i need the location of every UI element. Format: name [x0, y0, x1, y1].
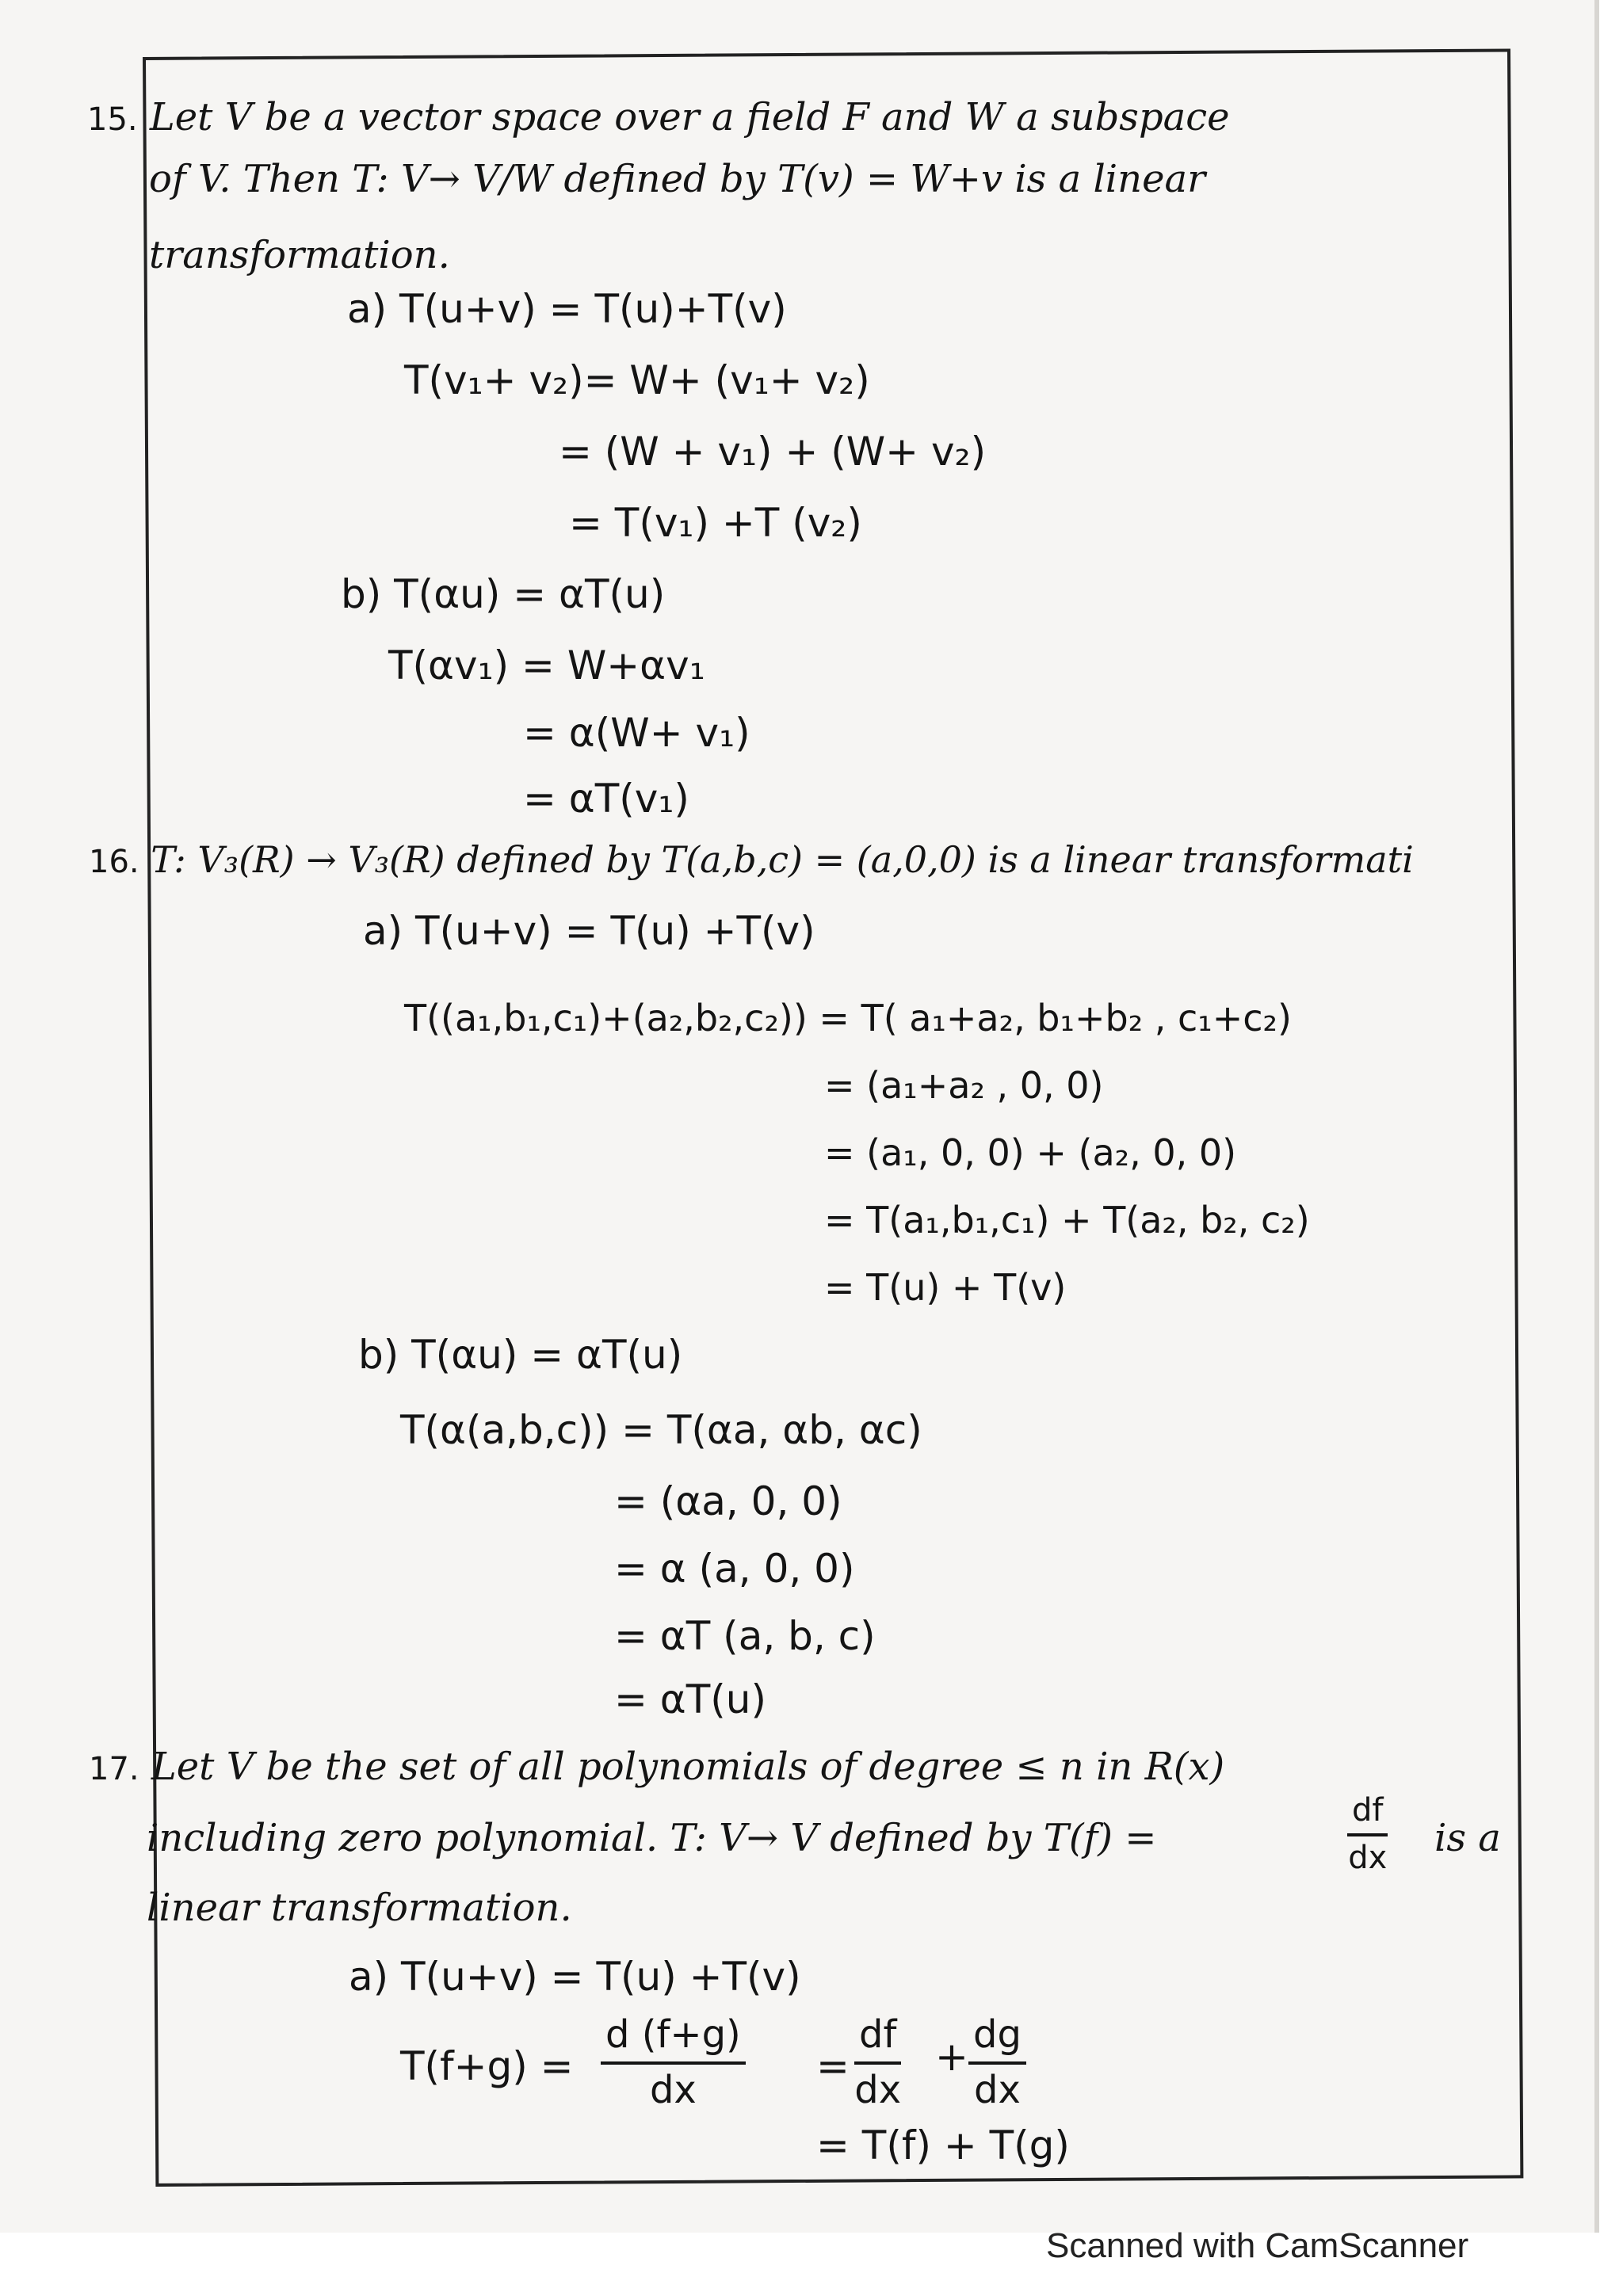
q15-intro-text-1: Let V be a vector space over a field F and W a subspace [149, 95, 1230, 139]
q15-b-step-2: = α(W+ v₁) [523, 710, 750, 756]
q17-a-fraction-g [968, 2012, 1026, 2112]
q17-a-fraction-sum-num: d (f+g) [601, 2012, 746, 2065]
q15-intro-line-3: transformation. [149, 233, 450, 277]
q16-a-step-2: = (a₁+a₂ , 0, 0) [824, 1064, 1104, 1107]
q16-b-heading: b) T(αu) = αT(u) [358, 1332, 683, 1378]
q16-a-step-3: = (a₁, 0, 0) + (a₂, 0, 0) [824, 1131, 1237, 1174]
q16-number: 16. [89, 844, 139, 880]
q17-a-step-1-equals: = [816, 2043, 850, 2089]
q17-a-fraction-sum [601, 2012, 746, 2112]
q16-b-step-4: = αT (a, b, c) [614, 1613, 876, 1659]
q17-number: 17. [89, 1751, 139, 1787]
q17-intro-line-2: including zero polynomial. T: V→ V defined by T(f) = [147, 1816, 1157, 1860]
q17-a-fraction-f-den: dx [854, 2068, 902, 2112]
q17-intro-line-3: linear transformation. [147, 1886, 572, 1930]
q17-a-fraction-g-num: dg [968, 2012, 1026, 2065]
q15-intro-line-1 [87, 93, 1230, 143]
q15-number: 15. [87, 101, 138, 138]
q16-intro-text: T: V₃(R) → V₃(R) defined by T(a,b,c) = (a,0,0) is a linear transformati [151, 838, 1414, 881]
q16-b-step-3: = α (a, 0, 0) [614, 1546, 855, 1592]
q16-a-step-1: T((a₁,b₁,c₁)+(a₂,b₂,c₂)) = T( a₁+a₂, b₁+b₂ , c₁+c₂) [404, 997, 1292, 1039]
q16-intro-line [89, 836, 1414, 886]
q16-b-step-1: T(α(a,b,c)) = T(αa, αb, αc) [400, 1407, 922, 1453]
q15-a-step-3: = T(v₁) +T (v₂) [569, 500, 862, 546]
q16-a-heading: a) T(u+v) = T(u) +T(v) [363, 908, 815, 954]
q17-a-step-1-plus: + [935, 2034, 968, 2080]
q15-b-step-1: T(αv₁) = W+αv₁ [388, 643, 705, 688]
q16-a-step-4: = T(a₁,b₁,c₁) + T(a₂, b₂, c₂) [824, 1199, 1310, 1241]
q15-b-heading: b) T(αu) = αT(u) [341, 571, 666, 617]
q16-b-step-2: = (αa, 0, 0) [614, 1478, 842, 1524]
q17-a-fraction-g-den: dx [974, 2068, 1021, 2112]
q17-intro-derivative-den: dx [1348, 1840, 1388, 1876]
q16-a-step-5: = T(u) + T(v) [824, 1266, 1067, 1309]
q17-intro-line-1 [89, 1743, 1224, 1793]
q17-intro-derivative-num: df [1347, 1792, 1388, 1836]
q17-a-fraction-sum-den: dx [649, 2068, 697, 2112]
page-edge [1594, 0, 1599, 2233]
q15-intro-line-2: of V. Then T: V→ V/W defined by T(v) = W+v is a linear [149, 157, 1206, 201]
q17-a-step-2: = T(f) + T(g) [816, 2122, 1070, 2168]
q17-intro-text-1: Let V be the set of all polynomials of degree ≤ n in R(x) [151, 1745, 1225, 1789]
q16-b-step-5: = αT(u) [614, 1676, 766, 1722]
q15-a-step-1: T(v₁+ v₂)= W+ (v₁+ v₂) [404, 357, 870, 403]
q15-a-step-2: = (W + v₁) + (W+ v₂) [559, 429, 987, 475]
camscanner-watermark: Scanned with CamScanner [1046, 2226, 1469, 2265]
q17-a-fraction-f-num: df [854, 2012, 901, 2065]
q15-a-heading: a) T(u+v) = T(u)+T(v) [347, 286, 787, 332]
q17-intro-line-2-tail: is a [1434, 1816, 1501, 1860]
q17-a-heading: a) T(u+v) = T(u) +T(v) [349, 1954, 801, 2000]
q17-a-fraction-f [854, 2012, 901, 2112]
q15-b-step-3: = αT(v₁) [523, 776, 689, 822]
q17-a-step-1-left: T(f+g) = [400, 2043, 574, 2089]
q17-intro-derivative [1347, 1792, 1388, 1876]
